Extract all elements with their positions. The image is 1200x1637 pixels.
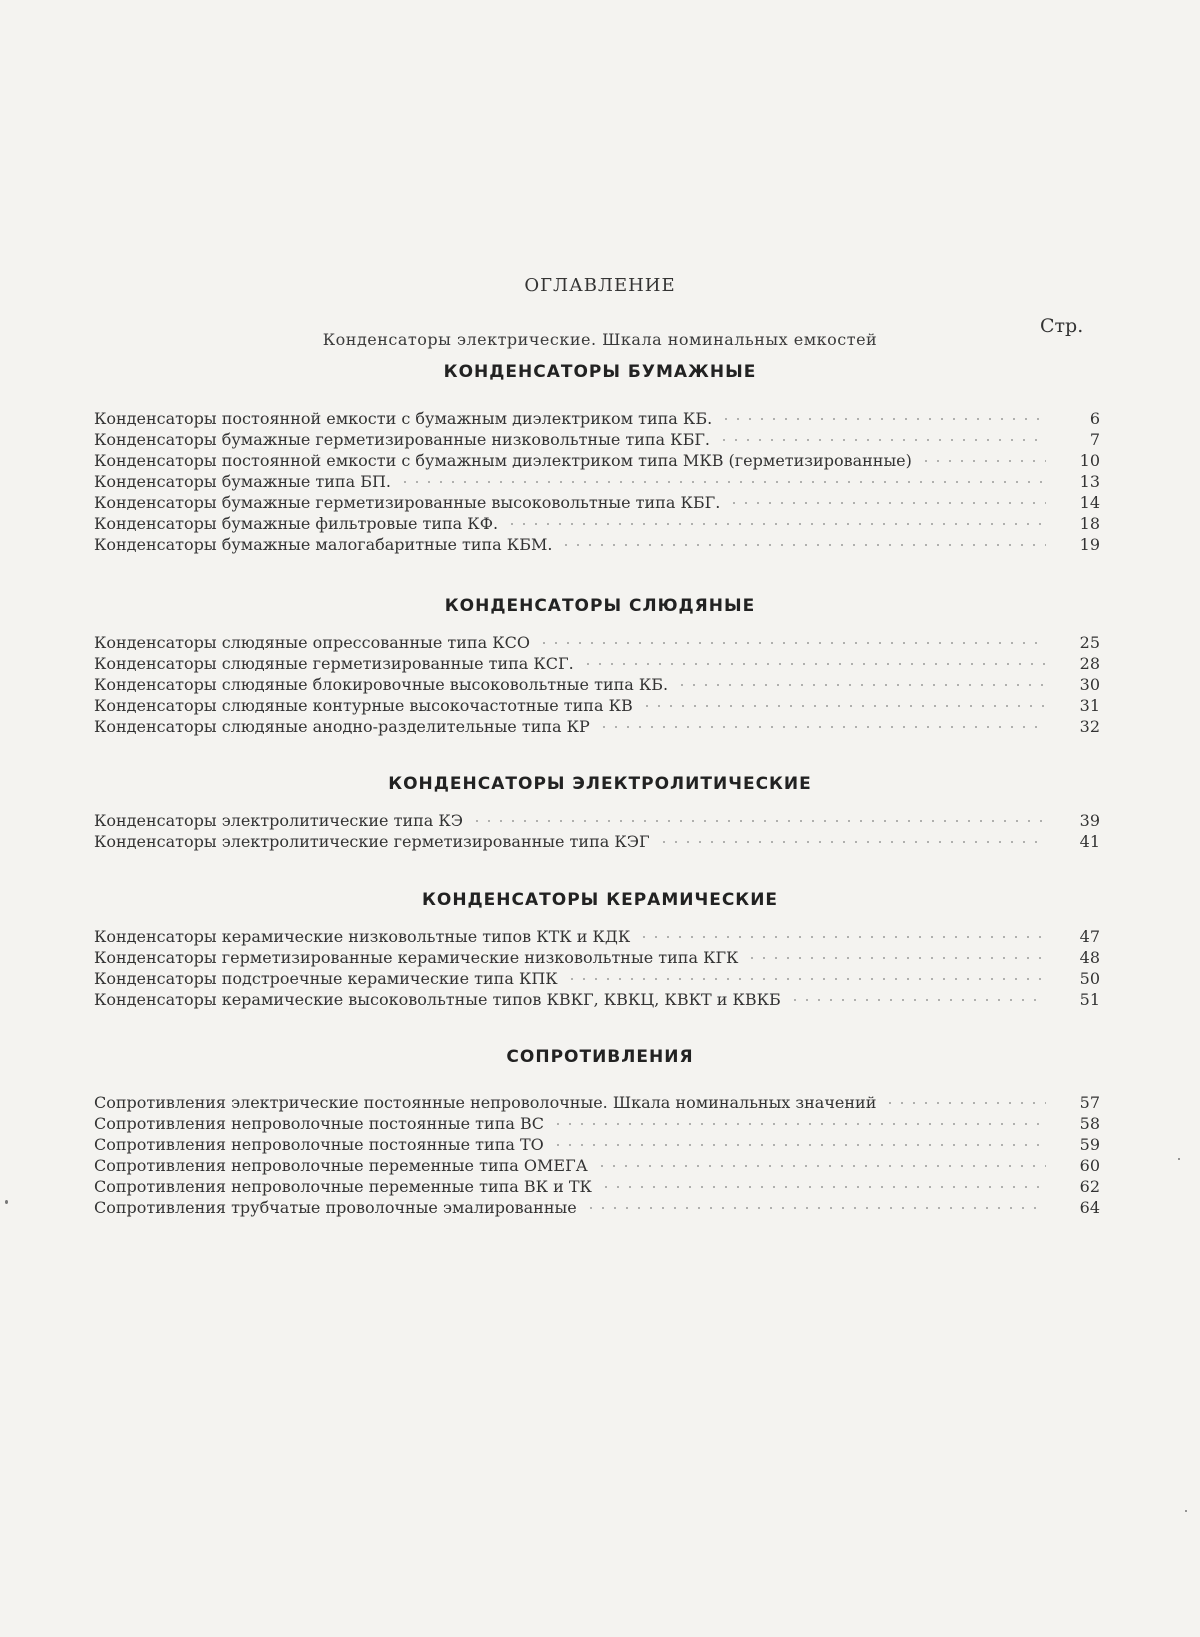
dot-leader	[718, 439, 1046, 441]
dot-leader	[746, 957, 1046, 959]
toc-entry	[94, 810, 1100, 831]
scan-speck	[5, 1200, 8, 1204]
toc-entry	[94, 450, 1100, 471]
toc-entry	[94, 1176, 1100, 1197]
dot-leader	[560, 544, 1046, 546]
toc-entry-page: 50	[1064, 968, 1100, 989]
toc-entry	[94, 408, 1100, 429]
dot-leader	[598, 726, 1046, 728]
toc-entry-page: 60	[1064, 1155, 1100, 1176]
dot-leader	[582, 663, 1046, 665]
page-title: ОГЛАВЛЕНИЕ	[0, 275, 1200, 296]
toc-entry	[94, 926, 1100, 947]
toc-list-mica	[94, 632, 1100, 737]
toc-entry-text: Конденсаторы подстроечные керамические типа КПК	[94, 968, 564, 989]
toc-entry-text: Конденсаторы керамические низковольтные типов КТК и КДК	[94, 926, 636, 947]
toc-entry-page: 62	[1064, 1176, 1100, 1197]
toc-entry-text: Конденсаторы слюдяные контурные высокочастотные типа КВ	[94, 695, 639, 716]
toc-entry-page: 10	[1064, 450, 1100, 471]
toc-entry	[94, 989, 1100, 1010]
toc-entry	[94, 653, 1100, 674]
toc-entry-text: Конденсаторы бумажные герметизированные высоковольтные типа КБГ.	[94, 492, 726, 513]
toc-entry	[94, 429, 1100, 450]
toc-entry	[94, 534, 1100, 555]
toc-entry	[94, 513, 1100, 534]
toc-entry-text: Конденсаторы керамические высоковольтные типов КВКГ, КВКЦ, КВКТ и КВКБ	[94, 989, 787, 1010]
toc-entry-page: 47	[1064, 926, 1100, 947]
toc-entry-text: Конденсаторы слюдяные опрессованные типа КСО	[94, 632, 536, 653]
toc-entry-text: Конденсаторы герметизированные керамические низковольтные типа КГК	[94, 947, 744, 968]
toc-entry	[94, 492, 1100, 513]
toc-entry	[94, 1155, 1100, 1176]
dot-leader	[538, 642, 1046, 644]
toc-entry	[94, 1092, 1100, 1113]
toc-entry	[94, 947, 1100, 968]
toc-entry-text: Конденсаторы слюдяные анодно-разделительные типа КР	[94, 716, 596, 737]
toc-entry-text: Сопротивления непроволочные постоянные типа ВС	[94, 1113, 550, 1134]
toc-entry-page: 51	[1064, 989, 1100, 1010]
toc-entry-page: 57	[1064, 1092, 1100, 1113]
intro-line: Конденсаторы электрические. Шкала номинальных емкостей	[0, 330, 1200, 349]
toc-entry-page: 18	[1064, 513, 1100, 534]
page-column-label: Стр.	[1040, 315, 1083, 337]
toc-list-ceramic	[94, 926, 1100, 1010]
section-heading-electrolytic: КОНДЕНСАТОРЫ ЭЛЕКТРОЛИТИЧЕСКИЕ	[0, 774, 1200, 794]
toc-entry	[94, 674, 1100, 695]
toc-entry-page: 48	[1064, 947, 1100, 968]
toc-entry-text: Конденсаторы слюдяные герметизированные типа КСГ.	[94, 653, 580, 674]
dot-leader	[658, 841, 1046, 843]
scan-speck	[1185, 1510, 1187, 1512]
section-heading-mica: КОНДЕНСАТОРЫ СЛЮДЯНЫЕ	[0, 596, 1200, 616]
dot-leader	[566, 978, 1046, 980]
toc-entry	[94, 632, 1100, 653]
toc-entry-page: 14	[1064, 492, 1100, 513]
toc-entry-text: Конденсаторы постоянной емкости с бумажным диэлектриком типа МКВ (герметизированные)	[94, 450, 918, 471]
toc-entry	[94, 716, 1100, 737]
dot-leader	[596, 1165, 1046, 1167]
toc-entry	[94, 968, 1100, 989]
toc-entry-page: 32	[1064, 716, 1100, 737]
dot-leader	[399, 481, 1046, 483]
dot-leader	[641, 705, 1046, 707]
toc-entry	[94, 831, 1100, 852]
dot-leader	[600, 1186, 1046, 1188]
toc-entry	[94, 1113, 1100, 1134]
toc-entry-text: Конденсаторы электролитические герметизированные типа КЭГ	[94, 831, 656, 852]
dot-leader	[471, 820, 1046, 822]
toc-entry-text: Сопротивления непроволочные переменные типа ОМЕГА	[94, 1155, 594, 1176]
toc-entry-text: Сопротивления непроволочные переменные типа ВК и ТК	[94, 1176, 598, 1197]
dot-leader	[638, 936, 1046, 938]
toc-entry-page: 30	[1064, 674, 1100, 695]
dot-leader	[884, 1102, 1046, 1104]
scan-speck	[1178, 1158, 1180, 1160]
toc-entry-page: 25	[1064, 632, 1100, 653]
toc-entry-page: 28	[1064, 653, 1100, 674]
toc-entry-page: 6	[1064, 408, 1100, 429]
dot-leader	[920, 460, 1046, 462]
toc-entry	[94, 1134, 1100, 1155]
dot-leader	[728, 502, 1046, 504]
toc-entry-text: Конденсаторы постоянной емкости с бумажным диэлектриком типа КБ.	[94, 408, 718, 429]
dot-leader	[552, 1123, 1046, 1125]
dot-leader	[552, 1144, 1046, 1146]
toc-entry-page: 64	[1064, 1197, 1100, 1218]
section-heading-paper: КОНДЕНСАТОРЫ БУМАЖНЫЕ	[0, 362, 1200, 382]
toc-entry-text: Конденсаторы слюдяные блокировочные высоковольтные типа КБ.	[94, 674, 674, 695]
toc-entry-text: Сопротивления электрические постоянные непроволочные. Шкала номинальных значений	[94, 1092, 882, 1113]
toc-entry-page: 41	[1064, 831, 1100, 852]
toc-entry-page: 59	[1064, 1134, 1100, 1155]
toc-entry-text: Конденсаторы электролитические типа КЭ	[94, 810, 469, 831]
dot-leader	[585, 1207, 1046, 1209]
toc-entry-text: Сопротивления трубчатые проволочные эмалированные	[94, 1197, 583, 1218]
toc-entry-page: 58	[1064, 1113, 1100, 1134]
toc-list-resistors	[94, 1092, 1100, 1218]
section-heading-resistors: СОПРОТИВЛЕНИЯ	[0, 1047, 1200, 1067]
dot-leader	[506, 523, 1046, 525]
toc-entry-page: 7	[1064, 429, 1100, 450]
toc-entry	[94, 471, 1100, 492]
dot-leader	[676, 684, 1046, 686]
dot-leader	[720, 418, 1046, 420]
toc-entry	[94, 695, 1100, 716]
toc-list-electrolytic	[94, 810, 1100, 852]
dot-leader	[789, 999, 1046, 1001]
toc-entry-page: 31	[1064, 695, 1100, 716]
toc-entry-text: Конденсаторы бумажные фильтровые типа КФ.	[94, 513, 504, 534]
toc-entry-page: 13	[1064, 471, 1100, 492]
toc-entry-text: Конденсаторы бумажные малогабаритные типа КБМ.	[94, 534, 558, 555]
toc-entry-page: 19	[1064, 534, 1100, 555]
toc-entry	[94, 1197, 1100, 1218]
toc-entry-text: Конденсаторы бумажные герметизированные низковольтные типа КБГ.	[94, 429, 716, 450]
toc-entry-page: 39	[1064, 810, 1100, 831]
document-page	[0, 0, 1200, 1637]
toc-entry-text: Сопротивления непроволочные постоянные типа ТО	[94, 1134, 550, 1155]
section-heading-ceramic: КОНДЕНСАТОРЫ КЕРАМИЧЕСКИЕ	[0, 890, 1200, 910]
toc-list-paper	[94, 408, 1100, 555]
toc-entry-text: Конденсаторы бумажные типа БП.	[94, 471, 397, 492]
